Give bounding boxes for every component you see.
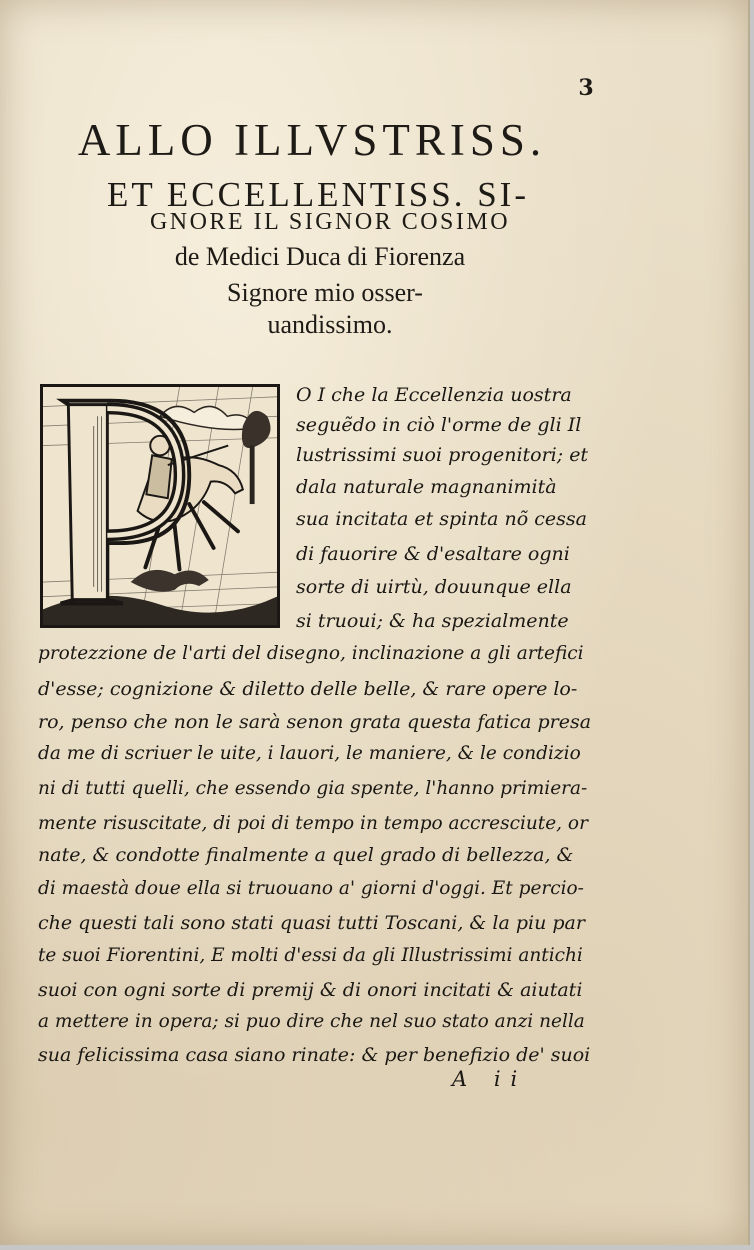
- text-line-21: sua felicissima casa siano rinate: & per benefizio de' suoi: [38, 1044, 591, 1066]
- text-line-12: da me di scriuer le uite, i lauori, le maniere, & le condizio: [38, 743, 581, 764]
- signature-catchword: A ii: [452, 1067, 528, 1091]
- dedication-line-3: GNORE IL SIGNOR COSIMO: [149, 209, 511, 235]
- text-line-15: nate, & condotte finalmente a quel grado di bellezza, &: [38, 844, 574, 866]
- text-line-4: dala naturale magnanimità: [296, 476, 557, 498]
- text-line-9: protezzione de l'arti del disegno, inclinazione a gli artefici: [38, 643, 584, 664]
- text-line-16: di maestà doue ella si truouano a' giorni d'oggi. Et percio-: [38, 878, 584, 899]
- dedication-line-1: ALLO ILLVSTRISS.: [77, 115, 547, 165]
- text-line-20: a mettere in opera; si puo dire che nel suo stato anzi nella: [38, 1011, 585, 1032]
- page-number: 3: [578, 75, 594, 101]
- text-line-8: si truoui; & ha spezialmente: [296, 610, 569, 632]
- text-line-19: suoi con ogni sorte di premij & di onori incitati & aiutati: [38, 979, 583, 1001]
- decorated-initial-woodcut: [40, 384, 280, 628]
- text-line-1: O I che la Eccellenzia uostra: [296, 384, 572, 406]
- text-line-5: sua incitata et spinta nõ cessa: [296, 508, 587, 530]
- text-line-11: ro, penso che non le sarà senon grata questa fatica presa: [38, 711, 592, 733]
- dedication-line-2: ET ECCELLENTISS. SI-: [107, 175, 529, 214]
- text-line-14: mente risuscitate, di poi di tempo in tempo accresciute, or: [38, 813, 588, 834]
- dedication-line-6: uandissimo.: [267, 310, 393, 339]
- text-line-10: d'esse; cognizione & diletto delle belle, & rare opere lo-: [38, 678, 578, 700]
- woodcut-illustration: [43, 387, 277, 625]
- dedication-line-5: Signore mio osser-: [227, 278, 423, 307]
- text-line-18: te suoi Fiorentini, E molti d'essi da gli Illustrissimi antichi: [38, 945, 583, 966]
- text-line-2: seguẽdo in ciò l'orme de gli Il: [296, 414, 582, 436]
- text-line-13: ni di tutti quelli, che essendo gia spente, l'hanno primiera-: [38, 778, 588, 799]
- text-line-7: sorte di uirtù, douunque ella: [296, 576, 572, 598]
- dedication-line-4: de Medici Duca di Fiorenza: [174, 242, 466, 271]
- text-line-3: lustrissimi suoi progenitori; et: [296, 444, 589, 466]
- text-line-6: di fauorire & d'esaltare ogni: [296, 543, 570, 565]
- text-line-17: che questi tali sono stati quasi tutti Toscani, & la piu par: [38, 912, 585, 934]
